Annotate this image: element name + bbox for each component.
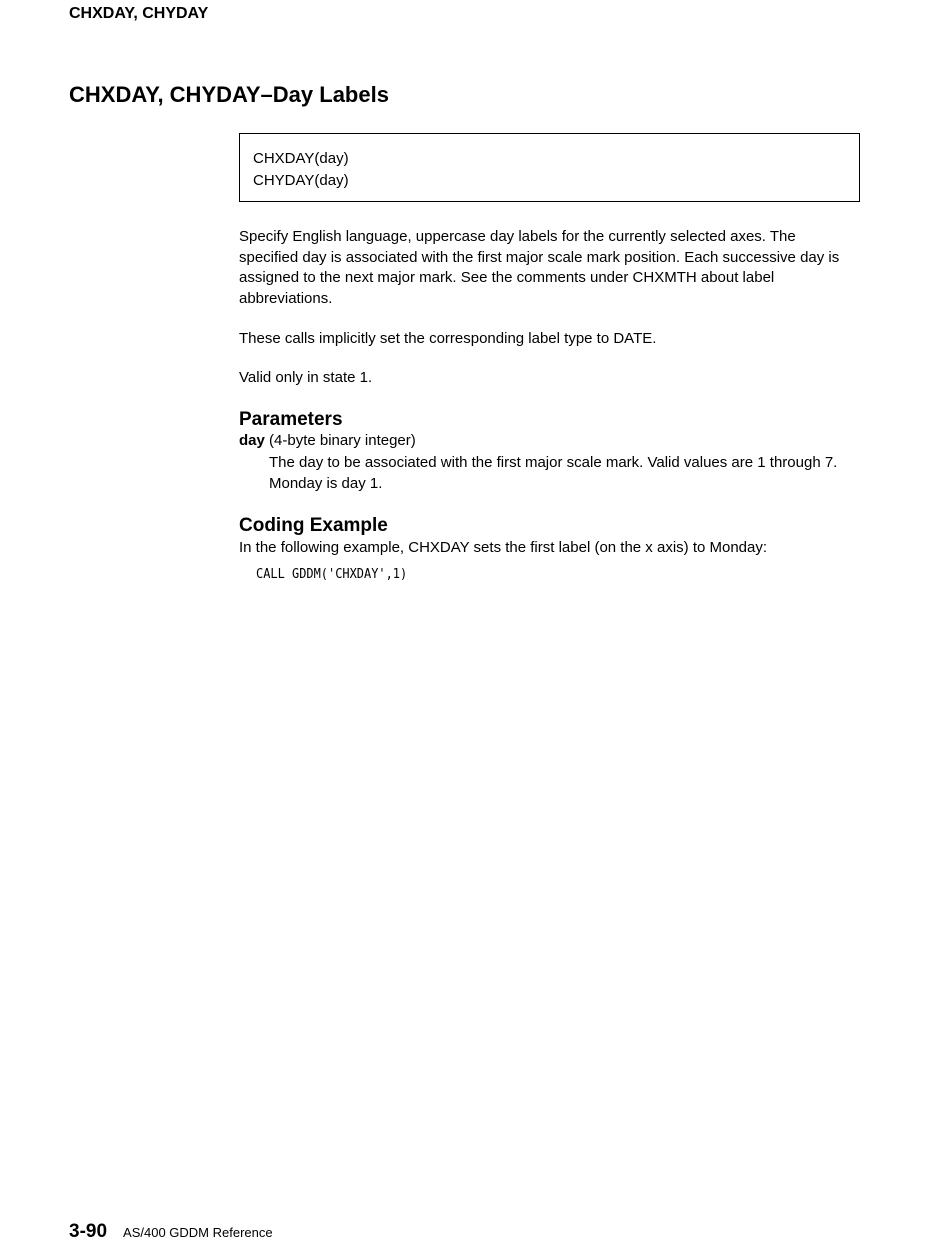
parameter-description: The day to be associated with the first major scale mark. Valid values are 1 through 7. Monday is day 1. bbox=[269, 454, 838, 492]
coding-example-text: In the following example, CHXDAY sets the first label (on the x axis) to Monday: bbox=[239, 539, 768, 556]
syntax-line-chyday: CHYDAY(day) bbox=[253, 172, 349, 189]
parameter-type: (4-byte binary integer) bbox=[269, 432, 416, 449]
syntax-box bbox=[239, 133, 860, 202]
description-paragraph: Specify English language, uppercase day labels for the currently selected axes. The specified day is associated with the first major scale mark position. Each successive day is assigned to the next major mark. See the comments under CHXMTH about label abbreviations. bbox=[239, 228, 840, 308]
label-type-note: These calls implicitly set the corresponding label type to DATE. bbox=[239, 330, 657, 347]
parameter-name: day bbox=[239, 432, 265, 449]
coding-example-heading: Coding Example bbox=[239, 515, 388, 536]
page-footer bbox=[69, 1221, 273, 1243]
page-title: CHXDAY, CHYDAY–Day Labels bbox=[69, 82, 389, 107]
parameters-heading: Parameters bbox=[239, 409, 343, 430]
parameter-term bbox=[239, 432, 416, 449]
code-sample: CALL GDDM('CHXDAY',1) bbox=[256, 567, 408, 582]
syntax-line-chxday: CHXDAY(day) bbox=[253, 150, 349, 167]
book-title: AS/400 GDDM Reference bbox=[123, 1225, 273, 1240]
running-head: CHXDAY, CHYDAY bbox=[69, 5, 209, 22]
state-note: Valid only in state 1. bbox=[239, 369, 373, 386]
page-number: 3-90 bbox=[69, 1221, 108, 1242]
